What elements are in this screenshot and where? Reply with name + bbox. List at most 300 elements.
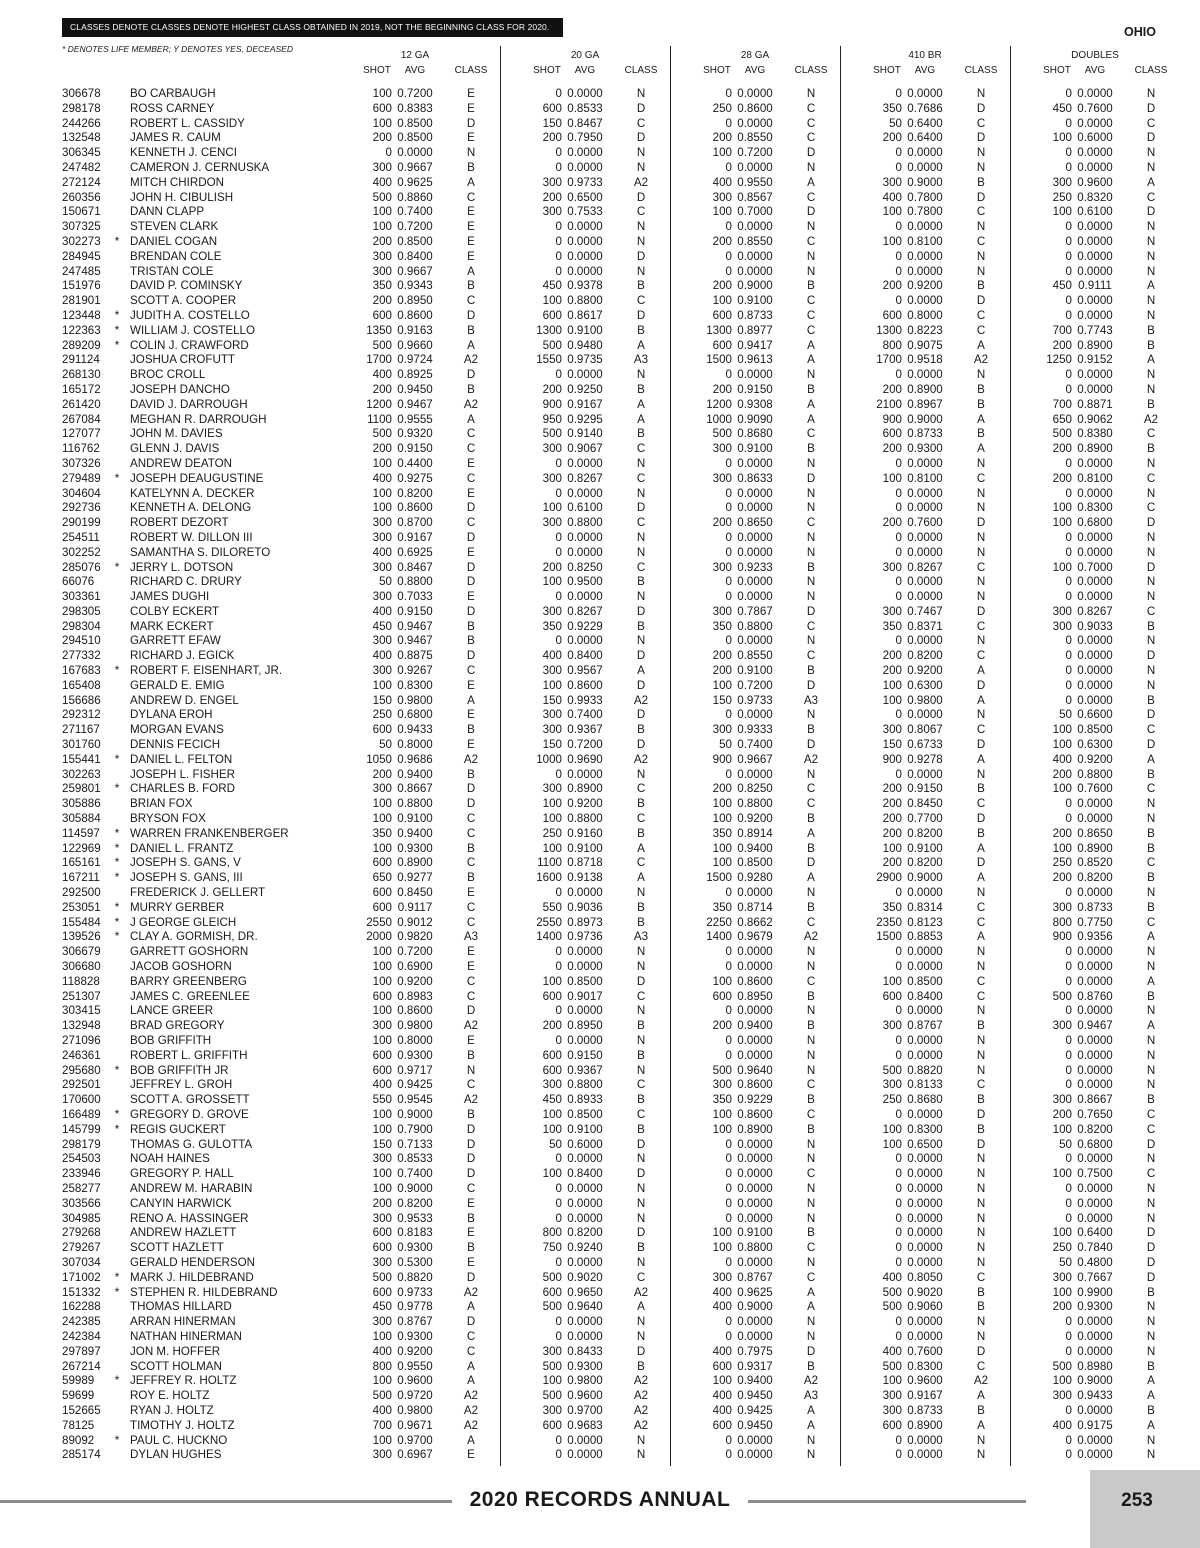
- shot-count: 400: [372, 471, 392, 485]
- member-id: 171002: [62, 1270, 101, 1284]
- average-value: 0.6900: [397, 960, 433, 974]
- table-row: [0, 1419, 1200, 1434]
- class-value: N: [976, 501, 986, 515]
- average-value: 0.0000: [737, 1137, 773, 1151]
- average-value: 0.7975: [737, 1344, 773, 1358]
- class-value: D: [636, 738, 646, 752]
- shot-count: 0: [1065, 368, 1072, 382]
- shot-count: 0: [555, 87, 562, 100]
- class-value: E: [467, 220, 475, 234]
- shot-count: 0: [555, 264, 562, 278]
- member-name: ROBERT DEZORT: [130, 516, 229, 530]
- average-value: 0.9433: [397, 723, 433, 737]
- average-value: 0.9200: [737, 812, 773, 826]
- average-value: 0.8000: [907, 308, 943, 322]
- records-table-body: [0, 87, 1200, 1463]
- class-value: A: [637, 412, 645, 426]
- life-member-mark: *: [114, 826, 120, 840]
- class-value: D: [466, 1315, 476, 1329]
- class-value: D: [636, 649, 646, 663]
- class-value: N: [1146, 1048, 1156, 1062]
- average-value: 0.0000: [397, 146, 433, 160]
- shot-count: 0: [1065, 116, 1072, 130]
- shot-count: 200: [882, 131, 902, 145]
- class-value: A: [637, 871, 645, 885]
- life-member-mark: *: [114, 664, 120, 678]
- shot-count: 900: [712, 752, 732, 766]
- class-value: B: [1147, 397, 1155, 411]
- shot-count: 600: [542, 101, 562, 115]
- average-value: 0.8925: [397, 368, 433, 382]
- table-row: [0, 916, 1200, 931]
- average-value: 0.8933: [567, 1093, 603, 1107]
- class-value: A: [467, 412, 475, 426]
- shot-count: 100: [542, 575, 562, 589]
- class-value: A: [467, 175, 475, 189]
- class-value: A: [1147, 1019, 1155, 1033]
- shot-count: 100: [712, 856, 732, 870]
- class-value: N: [976, 87, 986, 100]
- shot-count: 450: [372, 1300, 392, 1314]
- member-id: 145799: [62, 1122, 101, 1136]
- member-name: JAMES C. GREENLEE: [130, 989, 250, 1003]
- member-name: JAMES R. CAUM: [130, 131, 221, 145]
- table-row: [0, 886, 1200, 901]
- average-value: 0.8050: [907, 1270, 943, 1284]
- class-value: C: [466, 516, 476, 530]
- member-name: BRAD GREGORY: [130, 1019, 225, 1033]
- shot-count: 200: [1052, 338, 1072, 352]
- average-value: 0.8950: [737, 989, 773, 1003]
- class-value: A: [977, 752, 985, 766]
- member-id: 303566: [62, 1196, 101, 1210]
- class-value: C: [806, 427, 816, 441]
- life-member-mark: *: [114, 1270, 120, 1284]
- shot-count: 50: [379, 575, 392, 589]
- shot-count: 650: [372, 871, 392, 885]
- class-value: N: [806, 945, 816, 959]
- table-row: [0, 797, 1200, 812]
- shot-count: 100: [712, 1374, 732, 1388]
- class-value: N: [1146, 1448, 1156, 1462]
- class-value: N: [1146, 812, 1156, 826]
- member-name: RYAN J. HOLTZ: [130, 1403, 214, 1417]
- table-row: [0, 117, 1200, 132]
- member-name: COLBY ECKERT: [130, 604, 220, 618]
- class-value: B: [467, 382, 475, 396]
- table-row: [0, 723, 1200, 738]
- shot-count: 0: [1065, 249, 1072, 263]
- shot-count: 0: [555, 767, 562, 781]
- average-value: 0.0000: [1077, 1433, 1113, 1447]
- class-value: D: [806, 604, 816, 618]
- shot-count: 200: [712, 131, 732, 145]
- shot-count: 100: [542, 812, 562, 826]
- shot-count: 200: [882, 826, 902, 840]
- average-value: 0.7686: [907, 101, 943, 115]
- shot-count: 1550: [536, 353, 562, 367]
- shot-count: 150: [372, 1137, 392, 1151]
- table-row: [0, 294, 1200, 309]
- shot-count: 1700: [366, 353, 392, 367]
- table-row: [0, 1167, 1200, 1182]
- class-value: B: [637, 619, 645, 633]
- average-value: 0.0000: [567, 1004, 603, 1018]
- table-row: [0, 324, 1200, 339]
- class-value: D: [976, 1344, 986, 1358]
- class-value: N: [806, 1433, 816, 1447]
- average-value: 0.0000: [1077, 1329, 1113, 1343]
- class-value: N: [636, 1433, 646, 1447]
- average-value: 0.8200: [907, 856, 943, 870]
- average-value: 0.9036: [567, 900, 603, 914]
- table-row: [0, 1093, 1200, 1108]
- class-value: A: [977, 1389, 985, 1403]
- average-value: 0.6500: [907, 1137, 943, 1151]
- class-value: B: [807, 664, 815, 678]
- shot-count: 0: [725, 960, 732, 974]
- average-value: 0.0000: [907, 1004, 943, 1018]
- average-value: 0.9150: [397, 604, 433, 618]
- shot-count: 100: [542, 1122, 562, 1136]
- class-value: A3: [633, 353, 649, 367]
- shot-count: 300: [372, 634, 392, 648]
- shot-count: 1500: [706, 353, 732, 367]
- shot-count: 0: [1065, 1344, 1072, 1358]
- average-value: 0.9150: [397, 442, 433, 456]
- member-name: THOMAS G. GULOTTA: [130, 1137, 253, 1151]
- average-value: 0.8900: [737, 1122, 773, 1136]
- class-value: N: [466, 146, 476, 160]
- class-value: B: [807, 1122, 815, 1136]
- shot-count: 350: [882, 101, 902, 115]
- average-value: 0.0000: [907, 87, 943, 100]
- shot-count: 100: [372, 1034, 392, 1047]
- member-id: 277332: [62, 649, 101, 663]
- average-value: 0.9100: [397, 812, 433, 826]
- table-row: [0, 842, 1200, 857]
- average-value: 0.8533: [567, 101, 603, 115]
- shot-count: 0: [555, 146, 562, 160]
- column-subheader: AVG: [404, 65, 426, 76]
- shot-count: 400: [372, 545, 392, 559]
- class-value: A: [807, 1300, 815, 1314]
- shot-count: 0: [1065, 693, 1072, 707]
- class-value: A: [977, 338, 985, 352]
- class-value: N: [806, 530, 816, 544]
- average-value: 0.9550: [397, 1359, 433, 1373]
- shot-count: 0: [1065, 1048, 1072, 1062]
- member-name: ROBERT W. DILLON III: [130, 530, 253, 544]
- average-value: 0.0000: [567, 590, 603, 604]
- shot-count: 150: [542, 116, 562, 130]
- class-value: B: [977, 427, 985, 441]
- shot-count: 1400: [536, 930, 562, 944]
- class-value: C: [636, 1270, 646, 1284]
- class-value: E: [467, 205, 475, 219]
- class-value: A: [977, 693, 985, 707]
- member-id: 301760: [62, 738, 101, 752]
- average-value: 0.0000: [1077, 1196, 1113, 1210]
- member-id: 306678: [62, 87, 101, 100]
- average-value: 0.8267: [567, 604, 603, 618]
- shot-count: 100: [712, 294, 732, 308]
- member-id: 306680: [62, 960, 101, 974]
- class-value: A2: [973, 353, 989, 367]
- shot-count: 400: [712, 175, 732, 189]
- average-value: 0.9378: [567, 279, 603, 293]
- member-name: GARRETT GOSHORN: [130, 945, 249, 959]
- class-value: C: [806, 1167, 816, 1181]
- class-value: B: [467, 1048, 475, 1062]
- average-value: 0.0000: [1077, 456, 1113, 470]
- average-value: 0.9200: [907, 664, 943, 678]
- shot-count: 200: [712, 516, 732, 530]
- average-value: 0.9545: [397, 1093, 433, 1107]
- class-value: N: [976, 1048, 986, 1062]
- member-id: 306679: [62, 945, 101, 959]
- member-name: REGIS GUCKERT: [130, 1122, 226, 1136]
- average-value: 0.0000: [567, 146, 603, 160]
- class-value: D: [806, 471, 816, 485]
- average-value: 0.9660: [397, 338, 433, 352]
- member-id: 281901: [62, 294, 101, 308]
- class-value: E: [467, 1196, 475, 1210]
- shot-count: 1000: [536, 752, 562, 766]
- average-value: 0.9625: [737, 1285, 773, 1299]
- shot-count: 100: [372, 1004, 392, 1018]
- class-value: D: [806, 146, 816, 160]
- average-value: 0.9300: [397, 1048, 433, 1062]
- shot-count: 550: [542, 900, 562, 914]
- average-value: 0.0000: [1077, 234, 1113, 248]
- shot-count: 350: [542, 619, 562, 633]
- class-value: N: [1146, 530, 1156, 544]
- class-value: C: [1146, 856, 1156, 870]
- class-value: N: [1146, 146, 1156, 160]
- shot-count: 600: [712, 989, 732, 1003]
- table-row: [0, 1078, 1200, 1093]
- class-value: C: [636, 442, 646, 456]
- member-id: 292500: [62, 886, 101, 900]
- shot-count: 300: [372, 249, 392, 263]
- average-value: 0.8250: [567, 560, 603, 574]
- class-value: A2: [973, 1374, 989, 1388]
- shot-count: 0: [1065, 1078, 1072, 1092]
- class-value: N: [1146, 797, 1156, 811]
- shot-count: 0: [725, 530, 732, 544]
- class-value: C: [636, 294, 646, 308]
- member-name: MEGHAN R. DARROUGH: [130, 412, 267, 426]
- member-name: ANDREW DEATON: [130, 456, 232, 470]
- average-value: 0.0000: [907, 146, 943, 160]
- average-value: 0.8100: [907, 234, 943, 248]
- average-value: 0.0000: [737, 1211, 773, 1225]
- member-id: 298304: [62, 619, 101, 633]
- table-row: [0, 546, 1200, 561]
- shot-count: 100: [882, 974, 902, 988]
- shot-count: 0: [555, 234, 562, 248]
- shot-count: 0: [895, 1152, 902, 1166]
- class-value: E: [467, 545, 475, 559]
- shot-count: 1250: [1046, 353, 1072, 367]
- class-value: D: [636, 190, 646, 204]
- average-value: 0.0000: [737, 264, 773, 278]
- shot-count: 0: [725, 368, 732, 382]
- shot-count: 50: [1059, 708, 1072, 722]
- average-value: 0.0000: [1077, 575, 1113, 589]
- class-value: N: [636, 220, 646, 234]
- average-value: 0.8950: [567, 1019, 603, 1033]
- member-id: 291124: [62, 353, 100, 367]
- class-value: C: [466, 442, 476, 456]
- member-id: 254503: [62, 1152, 101, 1166]
- shot-count: 400: [542, 649, 562, 663]
- class-value: C: [636, 782, 646, 796]
- shot-count: 200: [882, 812, 902, 826]
- average-value: 0.0000: [737, 767, 773, 781]
- shot-count: 600: [882, 1418, 902, 1432]
- shot-count: 300: [712, 1078, 732, 1092]
- shot-count: 0: [725, 116, 732, 130]
- average-value: 0.0000: [737, 160, 773, 174]
- member-id: 294510: [62, 634, 101, 648]
- table-row: [0, 339, 1200, 354]
- life-member-mark: *: [114, 234, 120, 248]
- member-id: 242385: [62, 1315, 101, 1329]
- average-value: 0.0000: [737, 708, 773, 722]
- shot-count: 0: [1065, 590, 1072, 604]
- table-row: [0, 901, 1200, 916]
- average-value: 0.6800: [1077, 516, 1113, 530]
- member-id: 251307: [62, 989, 101, 1003]
- shot-count: 100: [542, 1167, 562, 1181]
- average-value: 0.9295: [567, 412, 603, 426]
- member-name: GARRETT EFAW: [130, 634, 221, 648]
- member-name: MURRY GERBER: [130, 900, 225, 914]
- shot-count: 200: [542, 131, 562, 145]
- average-value: 0.8900: [1077, 338, 1113, 352]
- shot-count: 100: [1052, 1285, 1072, 1299]
- member-name: GREGORY P. HALL: [130, 1167, 234, 1181]
- class-value: A: [637, 841, 645, 855]
- shot-count: 100: [712, 1122, 732, 1136]
- average-value: 0.8320: [1077, 190, 1113, 204]
- shot-count: 0: [1065, 264, 1072, 278]
- shot-count: 100: [372, 456, 392, 470]
- class-value: N: [806, 575, 816, 589]
- class-value: A: [1147, 752, 1155, 766]
- shot-count: 600: [372, 989, 392, 1003]
- shot-count: 0: [895, 87, 902, 100]
- average-value: 0.7200: [397, 220, 433, 234]
- average-value: 0.9317: [737, 1359, 773, 1373]
- class-value: C: [636, 1078, 646, 1092]
- average-value: 0.9000: [737, 279, 773, 293]
- average-value: 0.6400: [1077, 1226, 1113, 1240]
- average-value: 0.0000: [907, 960, 943, 974]
- shot-count: 0: [1065, 1448, 1072, 1462]
- class-value: C: [806, 190, 816, 204]
- shot-count: 300: [882, 1078, 902, 1092]
- column-group-header: 20 GA: [570, 50, 600, 61]
- average-value: 0.9308: [737, 397, 773, 411]
- shot-count: 0: [725, 1448, 732, 1462]
- class-value: B: [807, 723, 815, 737]
- class-value: D: [1146, 131, 1156, 145]
- member-id: 122969: [62, 841, 101, 855]
- class-value: C: [976, 560, 986, 574]
- table-row: [0, 664, 1200, 679]
- average-value: 0.8200: [397, 1196, 433, 1210]
- average-value: 0.9343: [397, 279, 433, 293]
- member-name: FREDERICK J. GELLERT: [130, 886, 266, 900]
- average-value: 0.8973: [567, 915, 603, 929]
- average-value: 0.6000: [567, 1137, 603, 1151]
- average-value: 0.8200: [567, 1226, 603, 1240]
- shot-count: 400: [372, 368, 392, 382]
- average-value: 0.9467: [397, 619, 433, 633]
- average-value: 0.0000: [1077, 116, 1113, 130]
- shot-count: 0: [895, 501, 902, 515]
- class-value: C: [806, 131, 816, 145]
- average-value: 0.9117: [397, 900, 433, 914]
- class-value: N: [636, 146, 646, 160]
- class-value: C: [806, 516, 816, 530]
- average-value: 0.9800: [397, 1019, 433, 1033]
- member-name: LANCE GREER: [130, 1004, 214, 1018]
- class-value: C: [1146, 190, 1156, 204]
- class-value: A2: [633, 1418, 649, 1432]
- table-row: [0, 368, 1200, 383]
- class-value: C: [806, 782, 816, 796]
- average-value: 0.7400: [737, 738, 773, 752]
- member-id: 259801: [62, 782, 101, 796]
- shot-count: 0: [725, 1433, 732, 1447]
- class-value: N: [976, 634, 986, 648]
- class-value: N: [1146, 590, 1156, 604]
- class-value: D: [466, 649, 476, 663]
- shot-count: 0: [895, 886, 902, 900]
- shot-count: 0: [555, 886, 562, 900]
- shot-count: 0: [725, 545, 732, 559]
- shot-count: 200: [1052, 442, 1072, 456]
- average-value: 0.8500: [397, 234, 433, 248]
- average-value: 0.0000: [1077, 382, 1113, 396]
- shot-count: 100: [712, 1107, 732, 1121]
- table-row: [0, 205, 1200, 220]
- shot-count: 600: [712, 1418, 732, 1432]
- shot-count: 100: [882, 678, 902, 692]
- average-value: 0.0000: [907, 486, 943, 500]
- class-value: B: [977, 1300, 985, 1314]
- shot-count: 600: [372, 308, 392, 322]
- class-value: N: [1146, 1181, 1156, 1195]
- shot-count: 0: [895, 220, 902, 234]
- shot-count: 150: [542, 693, 562, 707]
- shot-count: 300: [882, 560, 902, 574]
- member-name: NATHAN HINERMAN: [130, 1329, 242, 1343]
- shot-count: 0: [1065, 575, 1072, 589]
- member-id: 247485: [62, 264, 101, 278]
- average-value: 0.7867: [737, 604, 773, 618]
- shot-count: 100: [372, 1167, 392, 1181]
- class-value: B: [977, 1093, 985, 1107]
- table-row: [0, 561, 1200, 576]
- member-name: ANDREW D. ENGEL: [130, 693, 239, 707]
- life-member-mark: *: [114, 560, 120, 574]
- average-value: 0.8718: [567, 856, 603, 870]
